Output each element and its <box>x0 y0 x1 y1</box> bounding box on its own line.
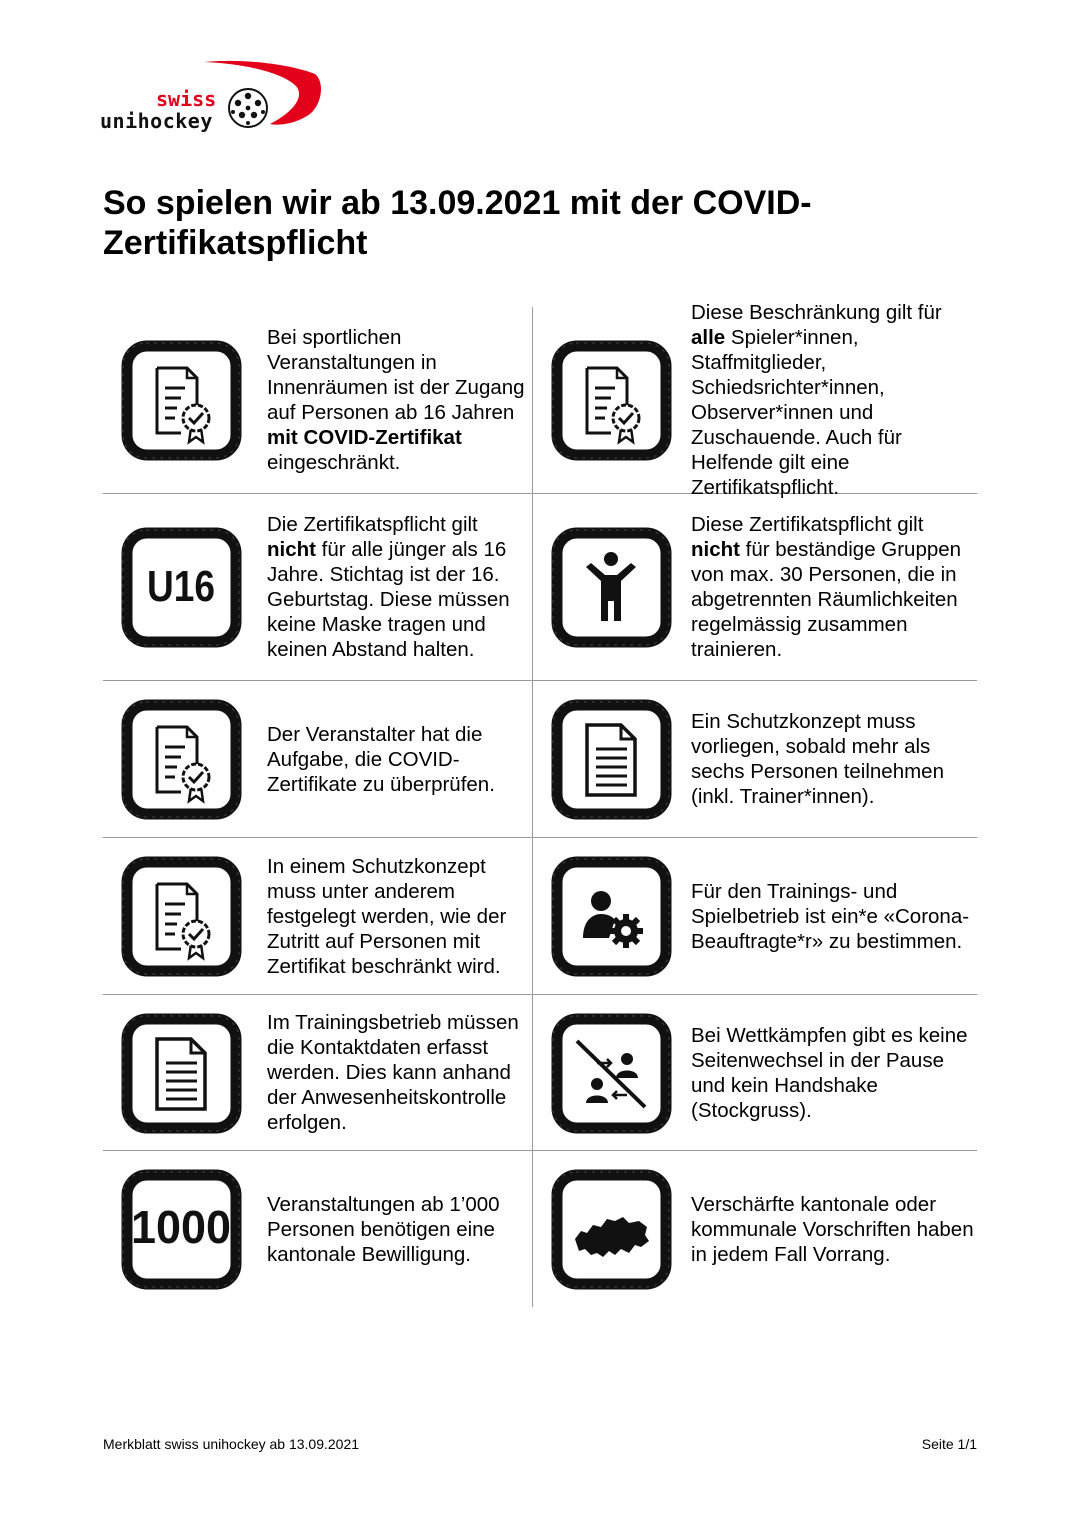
rule-text-emphasis: mit COVID-Zertifikat <box>267 426 462 449</box>
rule-text-segment: Veranstaltungen ab 1’000 Personen benötigen eine kantonale Bewilligung. <box>267 1192 500 1266</box>
footer-page-number: Seite 1/1 <box>921 1436 977 1452</box>
rule-text-segment: Bei Wettkämpfen gibt es keine Seitenwechsel in der Pause und kein Handshake (Stockgruss). <box>691 1023 968 1122</box>
switzerland-map-icon <box>549 1167 674 1292</box>
rule-cell <box>533 995 977 1150</box>
person-gear-icon <box>549 854 674 979</box>
rule-text-segment: Bei sportlichen Veranstaltungen in Innenräumen ist der Zugang auf Personen ab 16 Jahren <box>267 326 525 424</box>
rule-cell <box>533 1151 977 1307</box>
rule-text-segment: Diese Beschränkung gilt für <box>691 301 942 324</box>
u16-icon <box>119 525 244 650</box>
rule-text-segment: Die Zertifikatspflicht gilt <box>267 513 478 536</box>
swiss-unihockey-logo <box>100 52 330 137</box>
rule-text <box>267 995 526 1150</box>
rule-text-segment: für beständige Gruppen von max. 30 Personen, die in abgetrennten Räumlichkeiten regelmässig zusammen trainieren. <box>691 538 962 661</box>
rule-cell <box>533 681 977 837</box>
icon-label: U16 <box>147 562 215 611</box>
rule-text-segment: Verschärfte kantonale oder kommunale Vorschriften haben in jedem Fall Vorrang. <box>691 1192 974 1266</box>
rule-cell <box>533 838 977 994</box>
no-side-switch-icon <box>549 1011 674 1136</box>
rule-text-segment: In einem Schutzkonzept muss unter anderem festgelegt werden, wie der Zutritt auf Personen mit Zertifikat beschränkt wird. <box>267 854 507 978</box>
rule-text-segment: für alle jünger als 16 Jahre. Stichtag ist der 16. Geburtstag. Diese müssen keine Maske tragen und keinen Abstand halten. <box>267 538 510 661</box>
logo-swiss-text: swiss <box>156 87 217 111</box>
rule-text <box>691 838 977 994</box>
rule-cell <box>103 307 532 493</box>
rule-cell <box>103 995 532 1150</box>
rule-text <box>691 681 977 837</box>
rule-text <box>691 301 977 499</box>
rule-text <box>267 838 526 994</box>
rule-text-emphasis: nicht <box>691 538 740 561</box>
rule-text-segment: Der Veranstalter hat die Aufgabe, die COVID-Zertifikate zu überprüfen. <box>267 722 495 796</box>
rule-cell <box>103 838 532 994</box>
rule-text-emphasis: nicht <box>267 538 316 561</box>
rule-text <box>267 307 526 493</box>
certificate-icon <box>119 697 244 822</box>
footer-document-name: Merkblatt swiss unihockey ab 13.09.2021 <box>103 1436 360 1452</box>
rule-cell <box>103 1151 532 1307</box>
rule-text <box>691 995 977 1150</box>
rules-grid <box>103 301 977 1307</box>
certificate-icon <box>549 338 674 463</box>
rule-text-segment: Ein Schutzkonzept muss vorliegen, sobald mehr als sechs Personen teilnehmen (inkl. Trainer*innen). <box>691 710 944 808</box>
rule-cell <box>533 301 977 499</box>
rule-text-segment: Spieler*innen, Staffmitglieder, Schiedsrichter*innen, Observer*innen und Zuschauende. Auch für Helfende gilt eine Zertifikatspflicht. <box>691 326 902 499</box>
page-title: So spielen wir ab 13.09.2021 mit der COVID-Zertifikatspflicht <box>103 184 812 262</box>
certificate-icon <box>119 854 244 979</box>
logo-wordmark <box>100 88 216 132</box>
document-icon <box>549 697 674 822</box>
thousand-icon <box>119 1167 244 1292</box>
document-icon <box>119 1011 244 1136</box>
rule-cell <box>103 494 532 680</box>
logo-unihockey-text: unihockey <box>100 109 213 133</box>
certificate-icon <box>119 338 244 463</box>
rule-text-segment: Im Trainingsbetrieb müssen die Kontaktdaten erfasst werden. Dies kann anhand der Anwesenheitskontrolle erfolgen. <box>267 1011 519 1134</box>
icon-label: 1000 <box>131 1201 231 1253</box>
rule-text <box>267 681 526 837</box>
rule-text <box>267 494 526 680</box>
rule-text <box>691 494 977 680</box>
rule-text-segment: eingeschränkt. <box>267 451 401 474</box>
rule-text-emphasis: alle <box>691 326 726 349</box>
person-icon <box>549 525 674 650</box>
rule-text-segment: Diese Zertifikatspflicht gilt <box>691 513 924 536</box>
rule-cell <box>533 494 977 680</box>
rule-text <box>267 1151 526 1307</box>
rule-cell <box>103 681 532 837</box>
rule-text <box>691 1151 977 1307</box>
rule-text-segment: Für den Trainings- und Spielbetrieb ist ein*e «Corona-Beauftragte*r» zu bestimmen. <box>691 879 970 953</box>
